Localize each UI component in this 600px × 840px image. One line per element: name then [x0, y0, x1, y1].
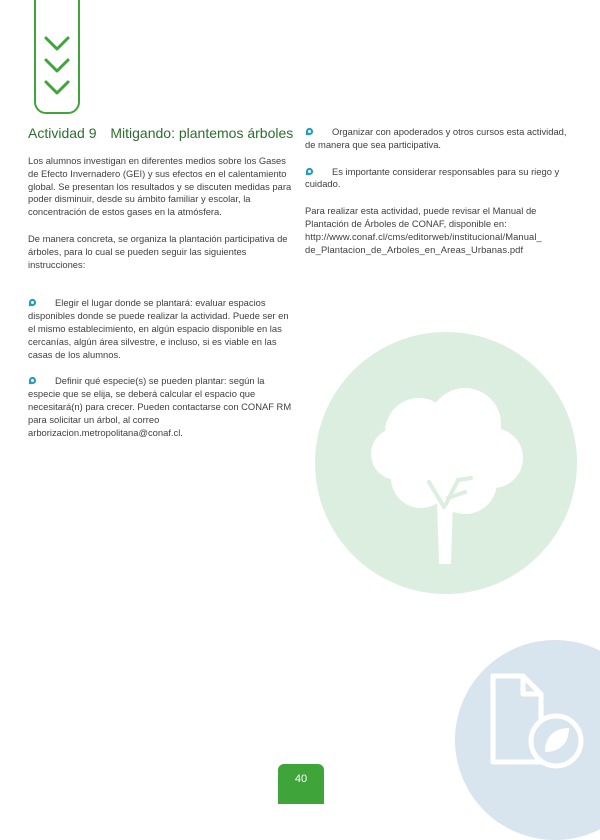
left-column: [28, 155, 294, 453]
manual-url-line-2[interactable]: de_Plantacion_de_Arboles_en_Areas_Urbanas.pdf: [305, 243, 524, 255]
right-column: [305, 126, 575, 270]
activity-number: Actividad 9: [28, 125, 97, 141]
manual-reference: [305, 205, 575, 256]
document-leaf-icon: [455, 640, 600, 790]
list-item: [28, 297, 294, 361]
list-item: [305, 126, 575, 152]
document-decoration: [455, 640, 600, 840]
intro-paragraph: Los alumnos investigan en diferentes medios sobre los Gases de Efecto Invernadero (GEI) y sus efectos en el calentamiento global. Se presentan los resultados y se discuten medidas para poder disminuir, desde su ámbito familiar y escolar, la concentración de estos gases en la atmósfera.: [28, 155, 292, 218]
instructions-paragraph: De manera concreta, se organiza la plantación participativa de árboles, para lo cual se pueden seguir las siguientes instrucciones:: [28, 232, 288, 270]
leaf-bullet-icon: [28, 298, 37, 307]
activity-title: Mitigando: plantemos árboles: [110, 125, 294, 141]
bullet-text: Elegir el lugar donde se plantará: evaluar espacios disponibles donde se puede realizar la actividad. Puede ser en el mismo establecimiento, en algún espacio disponible en las cercanías, algún área silvestre, e incluso, si es viable en las casas de los alumnos.: [28, 297, 289, 360]
manual-url-line-1[interactable]: http://www.conaf.cl/cms/editorweb/institucional/Manual_: [305, 230, 542, 242]
chevron-tab: [34, 0, 80, 114]
triple-chevron-down-icon: [42, 34, 72, 106]
leaf-bullet-icon: [305, 167, 314, 176]
page-number-tab: [278, 764, 324, 804]
bullet-text: Definir qué especie(s) se pueden plantar: según la especie que se elija, se deberá calcular el espacio que necesitará(n) para crecer. Pueden contactarse con CONAF RM para solicitar un árbol, al correo arborizacion.metropolitana@conaf.cl.: [28, 375, 292, 438]
list-item: [28, 375, 294, 439]
tree-illustration: [315, 332, 577, 594]
list-item: [305, 166, 575, 192]
manual-text: Para realizar esta actividad, puede revisar el Manual de Plantación de Árboles de CONAF, disponible en:: [305, 205, 537, 229]
page-number: 40: [294, 773, 308, 785]
leaf-bullet-icon: [305, 127, 314, 136]
activity-heading: [28, 125, 293, 141]
bullet-text: Organizar con apoderados y otros cursos esta actividad, de manera que sea participativa.: [305, 126, 567, 150]
bullet-text: Es importante considerar responsables para su riego y cuidado.: [305, 165, 560, 190]
tree-icon: [315, 332, 577, 594]
leaf-bullet-icon: [28, 376, 37, 385]
